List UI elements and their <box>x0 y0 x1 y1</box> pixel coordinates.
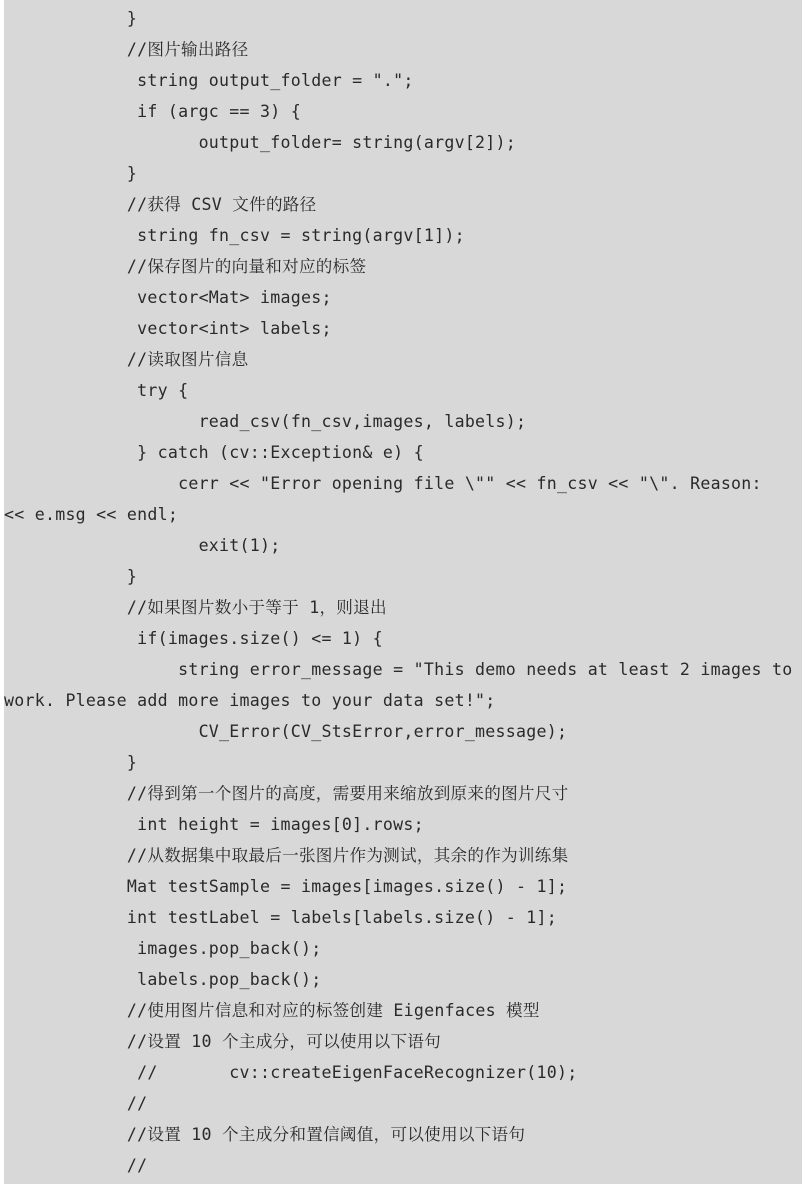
code-comment: // <box>4 1094 148 1113</box>
code-listing <box>4 3 802 1181</box>
code-line: if (argc == 3) { <box>4 102 301 121</box>
code-line: read_csv(fn_csv,images, labels); <box>4 412 527 431</box>
code-line: << e.msg << endl; <box>4 505 179 524</box>
code-line: } <box>4 567 138 586</box>
code-line: vector<int> labels; <box>4 319 332 338</box>
code-line: work. Please add more images to your data set!"; <box>4 691 496 710</box>
code-line: } catch (cv::Exception& e) { <box>4 443 424 462</box>
code-comment: //设置 10 个主成分和置信阈值，可以使用以下语句 <box>4 1125 526 1144</box>
code-line: } <box>4 9 138 28</box>
code-line: images.pop_back(); <box>4 939 322 958</box>
code-comment: //设置 10 个主成分，可以使用以下语句 <box>4 1032 441 1051</box>
code-comment: //获得 CSV 文件的路径 <box>4 195 317 214</box>
code-line: string error_message = "This demo needs at least 2 images to <box>4 660 793 679</box>
code-comment: //从数据集中取最后一张图片作为测试，其余的作为训练集 <box>4 846 569 865</box>
code-line: exit(1); <box>4 536 281 555</box>
code-comment: //保存图片的向量和对应的标签 <box>4 257 367 276</box>
code-line: } <box>4 164 138 183</box>
code-line: CV_Error(CV_StsError,error_message); <box>4 722 568 741</box>
code-line: string output_folder = "."; <box>4 71 414 90</box>
code-line: try { <box>4 381 189 400</box>
code-comment: //如果图片数小于等于 1，则退出 <box>4 598 387 617</box>
code-page <box>4 0 802 1184</box>
code-comment: //得到第一个图片的高度，需要用来缩放到原来的图片尺寸 <box>4 784 569 803</box>
code-comment: // <box>4 1156 148 1175</box>
code-line: string fn_csv = string(argv[1]); <box>4 226 465 245</box>
code-comment: //使用图片信息和对应的标签创建 Eigenfaces 模型 <box>4 1001 540 1020</box>
code-line: output_folder= string(argv[2]); <box>4 133 517 152</box>
code-comment: //图片输出路径 <box>4 40 249 59</box>
code-comment: //读取图片信息 <box>4 350 249 369</box>
code-line: int height = images[0].rows; <box>4 815 424 834</box>
code-line: labels.pop_back(); <box>4 970 322 989</box>
code-line: Mat testSample = images[images.size() - 1]; <box>4 877 568 896</box>
code-line: } <box>4 753 138 772</box>
code-line: vector<Mat> images; <box>4 288 332 307</box>
code-comment: // cv::createEigenFaceRecognizer(10); <box>4 1063 578 1082</box>
code-line: int testLabel = labels[labels.size() - 1]; <box>4 908 557 927</box>
code-line: if(images.size() <= 1) { <box>4 629 383 648</box>
code-line: cerr << "Error opening file \"" << fn_csv << "\". Reason: <box>4 474 762 493</box>
